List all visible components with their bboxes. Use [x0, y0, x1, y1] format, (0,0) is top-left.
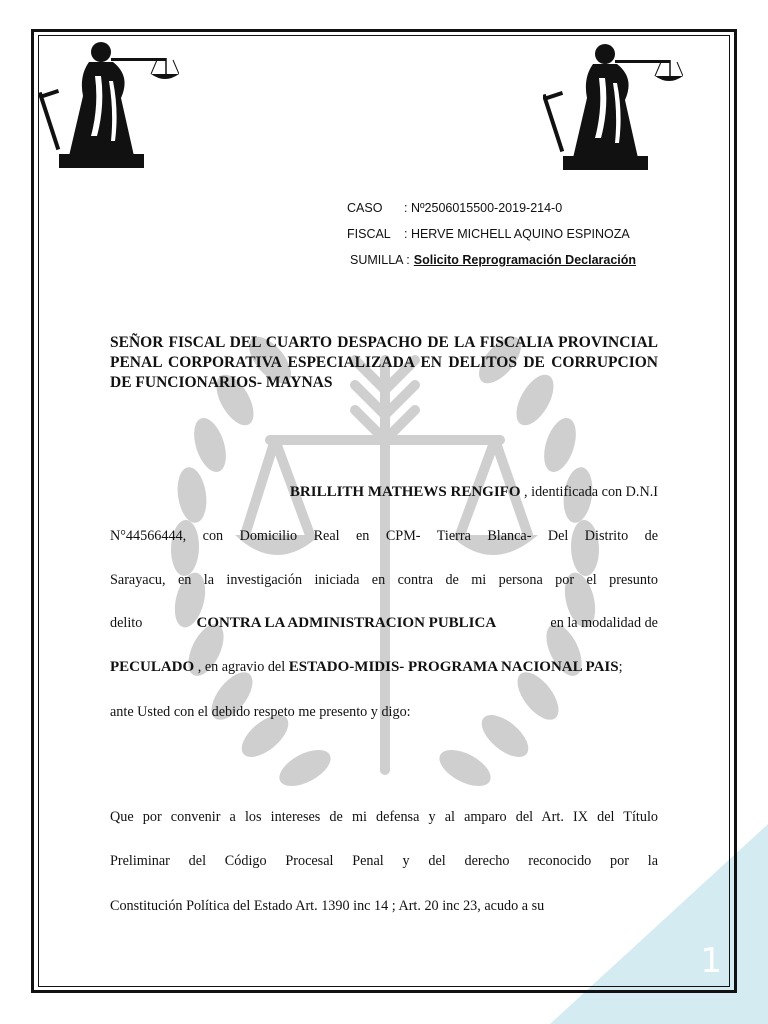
intro-line-6: ante Usted con el debido respeto me presento y digo:: [110, 704, 411, 720]
sumilla-label: SUMILLA :: [350, 253, 410, 267]
intro-line-1-rest: , identificada con D.N.I: [524, 484, 658, 500]
aggrieved-party: ESTADO-MIDIS- PROGRAMA NACIONAL PAIS: [288, 659, 619, 675]
intro-line-4-b: en la modalidad de: [550, 615, 658, 631]
page-number: 1: [700, 941, 722, 981]
crime-type: CONTRA LA ADMINISTRACION PUBLICA: [196, 615, 497, 631]
petitioner-name: BRILLITH MATHEWS RENGIFO: [289, 484, 521, 500]
fiscal-row: [347, 221, 636, 247]
lady-justice-icon: [543, 38, 683, 174]
intro-line-3: Sarayacu, en la investigación iniciada en contra de mi persona por el presunto: [110, 572, 658, 588]
sumilla-value: Solicito Reprogramación Declaración: [413, 253, 637, 267]
case-header: [347, 195, 636, 273]
intro-line-1: [110, 482, 658, 502]
sumilla-row: [347, 247, 636, 273]
intro-line-5: [110, 657, 658, 677]
para2-line-3: Constitución Política del Estado Art. 1390 inc 14 ; Art. 20 inc 23, acudo a su: [110, 898, 545, 914]
intro-line-2: N°44566444, con Domicilio Real en CPM- Tierra Blanca- Del Distrito de: [110, 528, 658, 544]
para2-line-2: Preliminar del Código Procesal Penal y del derecho reconocido por la: [110, 853, 658, 869]
para2-line-1: Que por convenir a los intereses de mi defensa y al amparo del Art. IX del Título: [110, 809, 658, 825]
lady-justice-icon: [39, 36, 179, 172]
intro-line-4-a: delito: [110, 615, 143, 631]
caso-row: [347, 195, 636, 221]
intro-line-5-a: , en agravio del: [197, 659, 286, 675]
fiscal-value: : HERVE MICHELL AQUINO ESPINOZA: [404, 227, 630, 241]
caso-value: : Nº2506015500-2019-214-0: [404, 201, 563, 215]
fiscal-label: FISCAL: [347, 227, 391, 241]
caso-label: CASO: [347, 201, 383, 215]
intro-line-5-b: ;: [618, 659, 623, 675]
crime-modality: PECULADO: [110, 659, 195, 675]
intro-line-4: [110, 613, 658, 633]
addressee-heading: SEÑOR FISCAL DEL CUARTO DESPACHO DE LA FISCALIA PROVINCIAL PENAL CORPORATIVA ESPECIALIZADA EN DELITOS DE CORRUPCION DE FUNCIONARIOS- MAYNAS: [110, 334, 658, 391]
